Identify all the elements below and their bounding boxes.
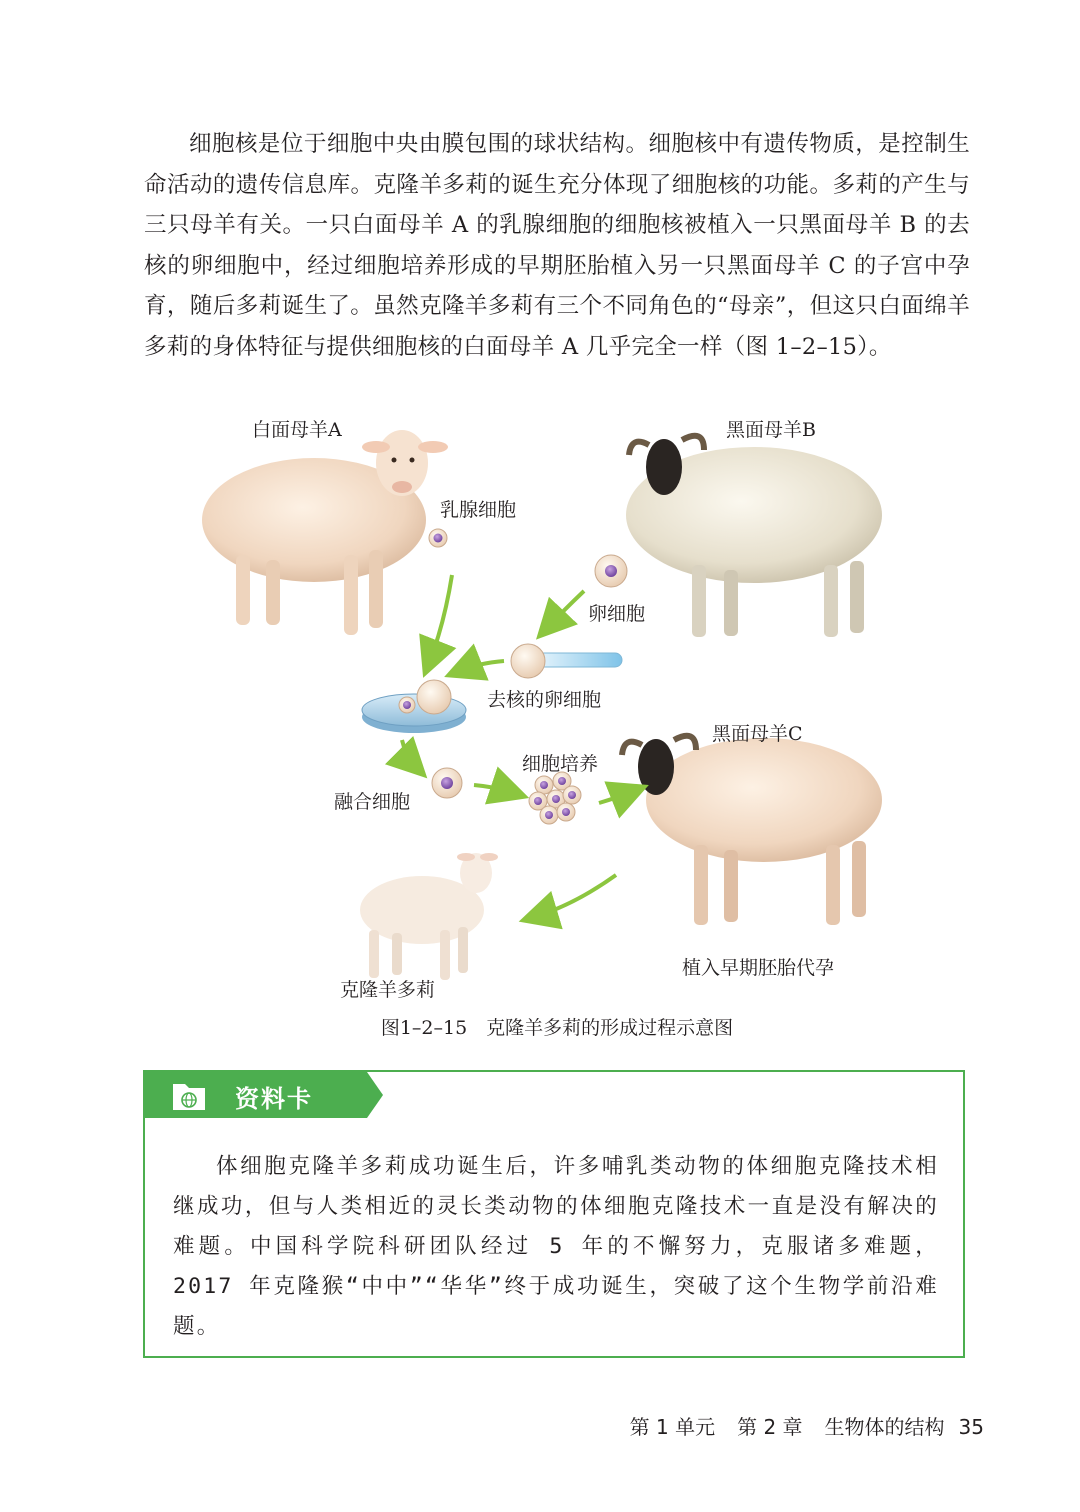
arrow-dish-to-fused [402,740,416,767]
egg-cell [595,555,627,587]
mammary-cell [429,529,447,547]
footer-chapter: 第 2 章 [737,1415,803,1439]
dolly-lamb [360,853,498,980]
dolly-cloning-figure [144,405,970,1045]
label-fused-cell: 融合细胞 [334,791,411,813]
info-card-title: 资料卡 [235,1085,313,1113]
label-cell-culture: 细胞培养 [522,753,599,775]
arrow-mammary-to-dish [429,575,452,663]
fused-cell [432,768,462,798]
black-faced-sheep-c [622,736,882,925]
info-card-text: 体细胞克隆羊多莉成功诞生后，许多哺乳类动物的体细胞克隆技术相继成功，但与人类相近的灵长类动物的体细胞克隆技术一直是没有解决的难题。中国科学院科研团队经过 5 年的不懈努力，克服诸多难题，2017 年克隆猴“中中”“华华”终于成功诞生，突破了这个生物学前沿难题。 [173,1154,939,1339]
label-enucleated-egg: 去核的卵细胞 [487,689,602,711]
label-sheep-c: 黑面母羊C [712,723,803,745]
footer-chapter-title: 生物体的结构 [824,1415,945,1439]
page-number: 35 [958,1415,984,1439]
label-dolly: 克隆羊多莉 [340,979,436,1001]
label-implant: 植入早期胚胎代孕 [682,957,835,979]
arrow-enucleated-to-dish [459,661,504,671]
label-egg-cell: 卵细胞 [588,603,646,625]
petri-dish [362,680,466,733]
label-mammary-cell: 乳腺细胞 [440,499,517,521]
enucleated-egg-cell [511,644,622,678]
footer-unit: 第 1 单元 [629,1415,716,1439]
page-footer [608,1411,984,1440]
cell-culture-cluster [529,772,581,824]
label-sheep-a: 白面母羊A [252,419,342,441]
arrow-sheep-c-to-dolly [534,875,616,917]
info-card [143,1070,965,1358]
figure-caption: 图1–2–15 克隆羊多莉的形成过程示意图 [380,1017,734,1039]
arrow-fused-to-culture [474,785,514,793]
label-sheep-b: 黑面母羊B [726,419,816,441]
white-faced-sheep-a [202,430,448,635]
arrow-egg-to-enucleated [547,591,584,628]
process-arrows [402,575,634,917]
black-faced-sheep-b [626,436,882,637]
body-paragraph: 细胞核是位于细胞中央由膜包围的球状结构。细胞核中有遗传物质，是控制生命活动的遗传信息库。克隆羊多莉的诞生充分体现了细胞核的功能。多莉的产生与三只母羊有关。一只白面母羊 A 的乳腺细胞的细胞核被植入一只黑面母羊 B 的去核的卵细胞中，经过细胞培养形成的早期胚胎植入另一只黑面母羊 C 的子宫中孕育，随后多莉诞生了。虽然克隆羊多莉有三个不同角色的“母亲”，但这只白面绵羊多莉的身体特征与提供细胞核的白面母羊 A 几乎完全一样（图 1–2–15）。 [144,131,970,360]
arrow-culture-to-sheep-c [599,791,634,803]
